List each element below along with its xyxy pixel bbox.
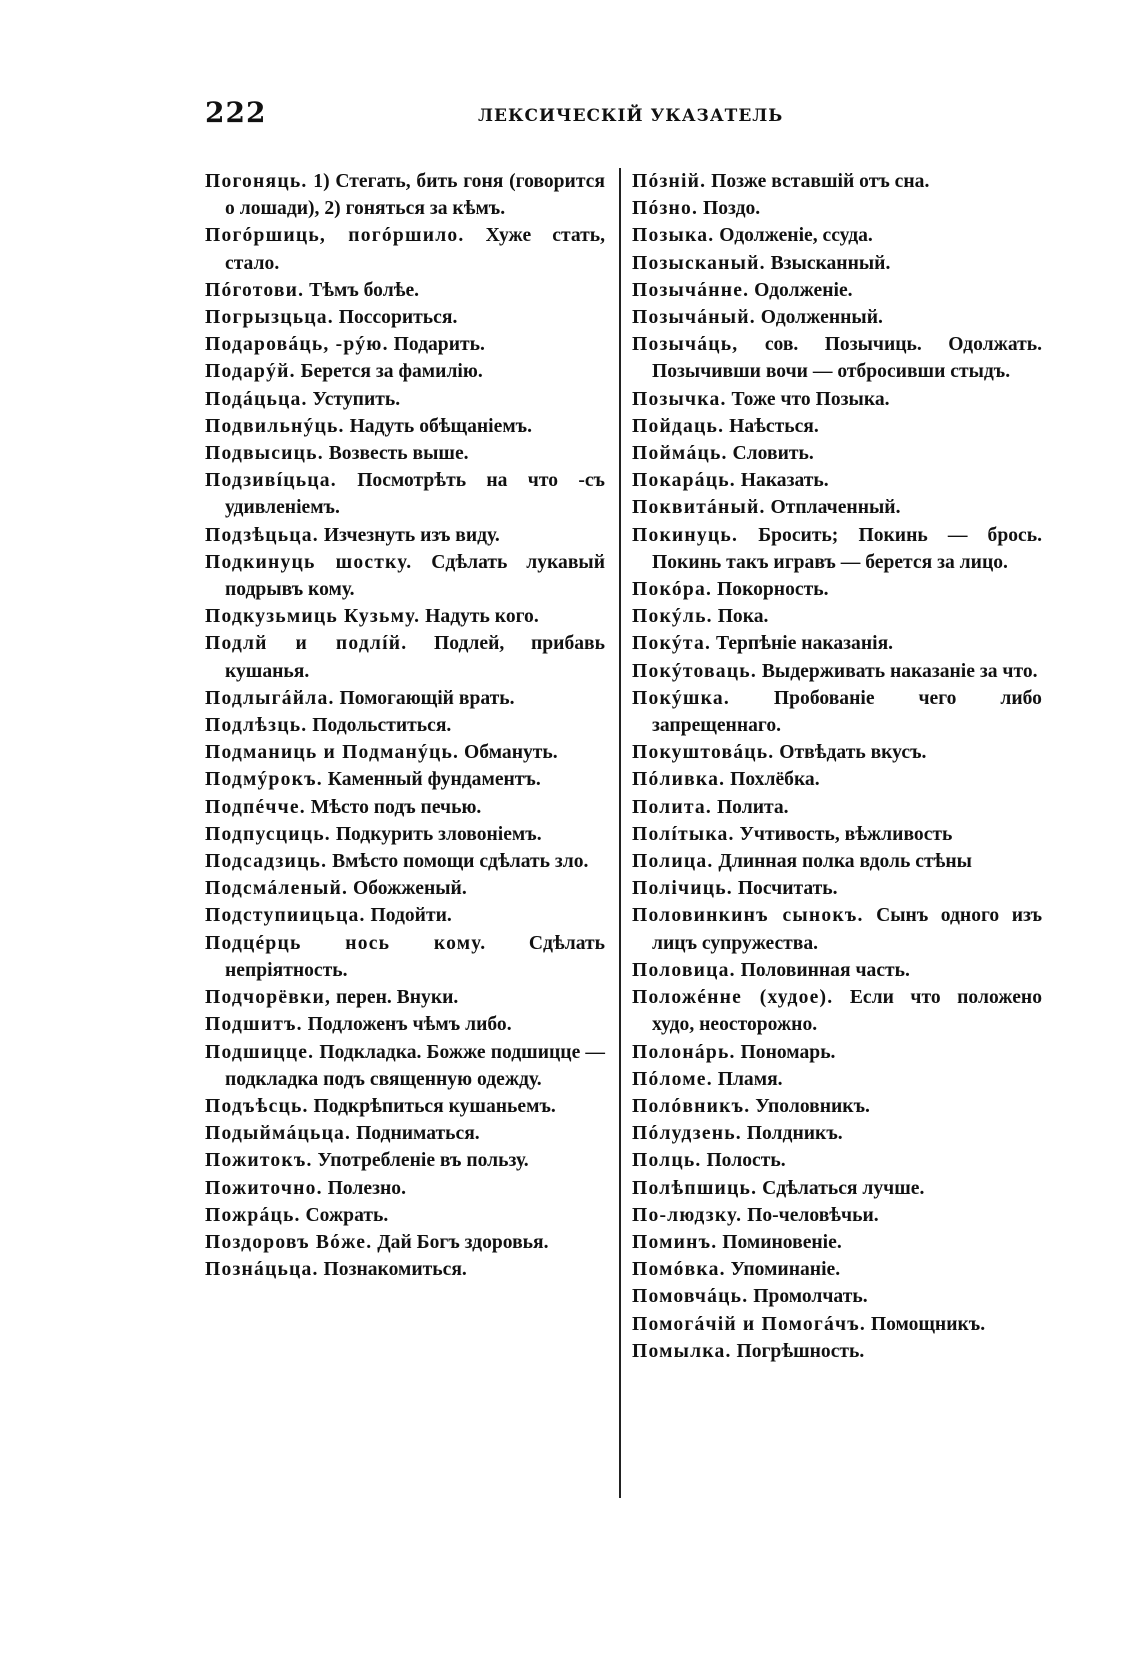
entry-headword: Подвысиць. bbox=[205, 443, 324, 465]
entry-gloss: Одолженіе, ссуда. bbox=[719, 225, 873, 247]
dictionary-entry bbox=[205, 603, 605, 630]
dictionary-entry bbox=[632, 1066, 1042, 1093]
entry-headword: Позычáць, bbox=[632, 334, 739, 356]
dictionary-entry bbox=[632, 1283, 1042, 1310]
entry-gloss: Отплаченный. bbox=[770, 497, 901, 519]
entry-gloss: Полдникъ. bbox=[746, 1123, 843, 1145]
entry-headword: Покинуць. bbox=[632, 524, 739, 546]
entry-headword: Покýшка. bbox=[632, 687, 730, 709]
entry-headword: Поминъ. bbox=[632, 1231, 718, 1253]
entry-headword: Подарýй. bbox=[205, 361, 296, 383]
entry-headword: Погóршиць, погóршило. bbox=[205, 225, 465, 247]
entry-headword: Полóвникъ. bbox=[632, 1095, 751, 1117]
entry-headword: Подсадзиць. bbox=[205, 851, 328, 873]
entry-gloss: Сдѣлаться лучше. bbox=[762, 1177, 925, 1199]
entry-gloss: Надуть обѣщаніемъ. bbox=[349, 415, 532, 437]
entry-gloss: Выдерживать наказаніе за что. bbox=[761, 660, 1038, 682]
dictionary-entry bbox=[632, 603, 1042, 630]
entry-gloss: Тѣмъ болѣе. bbox=[309, 279, 420, 301]
entry-gloss: Подниматься. bbox=[356, 1123, 480, 1145]
entry-headword: Покýтоваць. bbox=[632, 660, 757, 682]
entry-headword: По-людзку. bbox=[632, 1204, 743, 1226]
dictionary-entry bbox=[205, 331, 605, 358]
entry-headword: Пожрáць. bbox=[205, 1204, 301, 1226]
entry-headword: Пóготови. bbox=[205, 279, 305, 301]
entry-gloss: Длинная полка вдоль стѣны bbox=[718, 851, 972, 873]
entry-headword: Погрызцьца. bbox=[205, 307, 334, 329]
entry-gloss: Обожженый. bbox=[353, 878, 467, 900]
dictionary-entry bbox=[205, 630, 605, 684]
entry-gloss: Посмотрѣть на что -съ удивленіемъ. bbox=[225, 470, 605, 519]
entry-gloss: Подольститься. bbox=[312, 715, 452, 737]
page-header bbox=[205, 96, 965, 136]
entry-headword: Подаровáць, -рýю. bbox=[205, 334, 389, 356]
dictionary-entry bbox=[205, 930, 605, 984]
entry-headword: Полѣпшиць. bbox=[632, 1177, 758, 1199]
entry-gloss: Помощникъ. bbox=[870, 1313, 986, 1335]
dictionary-entry bbox=[205, 848, 605, 875]
entry-headword: Погоняць. bbox=[205, 171, 308, 192]
entry-gloss: Терпѣніе наказанія. bbox=[716, 633, 894, 655]
entry-headword: Покýта. bbox=[632, 633, 712, 655]
dictionary-entry bbox=[632, 277, 1042, 304]
entry-gloss: Поссориться. bbox=[338, 307, 458, 329]
entry-headword: Подпусциць. bbox=[205, 823, 331, 845]
entry-gloss: Упоминаніе. bbox=[730, 1259, 841, 1281]
entry-gloss: Погрѣшность. bbox=[736, 1340, 865, 1362]
entry-headword: Полічиць. bbox=[632, 878, 733, 900]
entry-gloss: перен. Внуки. bbox=[336, 987, 459, 1009]
dictionary-entry bbox=[205, 1093, 605, 1120]
entry-gloss: Наказать. bbox=[740, 470, 829, 492]
dictionary-entry bbox=[632, 1039, 1042, 1066]
entry-headword: Подлй и подлíй. bbox=[205, 633, 408, 655]
entry-headword: Половица. bbox=[632, 959, 736, 981]
dictionary-entry bbox=[632, 1093, 1042, 1120]
running-title: ЛЕКСИЧЕСКІЙ УКАЗАТЕЛЬ bbox=[478, 106, 784, 126]
dictionary-entry bbox=[632, 821, 1042, 848]
entry-gloss: Вмѣсто помощи сдѣлать зло. bbox=[332, 851, 589, 873]
entry-gloss: Дай Богъ здоровья. bbox=[377, 1231, 549, 1253]
entry-headword: Половинкинъ сынокъ. bbox=[632, 905, 864, 927]
dictionary-entry bbox=[632, 168, 1042, 195]
entry-gloss: Посчитать. bbox=[737, 878, 838, 900]
dictionary-entry bbox=[205, 1011, 605, 1038]
entry-headword: Подшицце. bbox=[205, 1041, 315, 1063]
dictionary-entry bbox=[632, 222, 1042, 249]
entry-headword: Покарáць. bbox=[632, 470, 736, 492]
entry-gloss: По-человѣчьи. bbox=[747, 1204, 879, 1226]
dictionary-entry bbox=[205, 1256, 605, 1283]
dictionary-entry bbox=[205, 522, 605, 549]
entry-gloss: Сдѣлать лукавый подрывъ кому. bbox=[225, 551, 605, 601]
entry-headword: Подзивíцьца. bbox=[205, 470, 337, 492]
entry-gloss: Берется за фамилію. bbox=[300, 361, 483, 383]
entry-headword: Покýль. bbox=[632, 606, 713, 628]
entry-headword: Подвильнýць. bbox=[205, 415, 345, 437]
dictionary-entry bbox=[205, 739, 605, 766]
dictionary-entry bbox=[205, 1202, 605, 1229]
entry-gloss: Обмануть. bbox=[464, 742, 558, 764]
dictionary-entry bbox=[205, 984, 605, 1011]
dictionary-entry bbox=[205, 875, 605, 902]
entry-headword: Поздоровъ Вóже. bbox=[205, 1231, 373, 1253]
entry-headword: Позычáнне. bbox=[632, 279, 750, 301]
dictionary-entry bbox=[632, 1120, 1042, 1147]
entry-headword: Позыка. bbox=[632, 225, 715, 247]
entry-gloss: Полость. bbox=[706, 1150, 786, 1172]
dictionary-entry bbox=[632, 1256, 1042, 1283]
entry-headword: Подманиць и Подманýць. bbox=[205, 742, 460, 764]
dictionary-entry bbox=[632, 1147, 1042, 1174]
entry-headword: Пóзно. bbox=[632, 198, 699, 220]
entry-gloss: Взысканный. bbox=[770, 252, 891, 274]
entry-gloss: Надуть кого. bbox=[425, 606, 539, 628]
entry-headword: Пойдаць. bbox=[632, 415, 725, 437]
entry-gloss: Поздо. bbox=[703, 198, 761, 220]
entry-gloss: Промолчать. bbox=[753, 1286, 868, 1308]
dictionary-entry bbox=[632, 413, 1042, 440]
column-divider bbox=[619, 168, 621, 1498]
entry-headword: Помóвка. bbox=[632, 1259, 726, 1281]
entry-gloss: Изчезнуть изъ виду. bbox=[323, 524, 500, 546]
dictionary-entry bbox=[205, 1039, 605, 1093]
dictionary-entry bbox=[632, 658, 1042, 685]
entry-headword: Подыймáцьца. bbox=[205, 1123, 352, 1145]
entry-headword: Позычка. bbox=[632, 388, 727, 410]
entry-headword: Познáцьца. bbox=[205, 1259, 319, 1281]
dictionary-entry bbox=[632, 1338, 1042, 1365]
entry-gloss: Уполовникъ. bbox=[755, 1095, 870, 1117]
entry-gloss: Хуже стать, стало. bbox=[225, 225, 605, 274]
entry-headword: Пóлудзень. bbox=[632, 1123, 742, 1145]
dictionary-entry bbox=[632, 875, 1042, 902]
entry-gloss: Полезно. bbox=[327, 1177, 406, 1199]
dictionary-entry bbox=[205, 386, 605, 413]
entry-gloss: Подкрѣпиться кушаньемъ. bbox=[313, 1095, 556, 1117]
entry-gloss: Пробованіе чего либо запрещеннаго. bbox=[652, 687, 1042, 737]
dictionary-entry bbox=[632, 1175, 1042, 1202]
dictionary-entry bbox=[632, 766, 1042, 793]
entry-headword: Положéнне (худое). bbox=[632, 987, 834, 1009]
entry-gloss: Сожрать. bbox=[305, 1204, 389, 1226]
entry-headword: Пожитокъ. bbox=[205, 1150, 313, 1172]
entry-headword: Подлыгáйла. bbox=[205, 687, 335, 709]
dictionary-entry bbox=[205, 902, 605, 929]
entry-headword: Пóзній. bbox=[632, 171, 707, 192]
entry-headword: Поквитáный. bbox=[632, 497, 766, 519]
dictionary-entry bbox=[632, 630, 1042, 657]
dictionary-entry bbox=[632, 848, 1042, 875]
dictionary-entry bbox=[205, 1147, 605, 1174]
dictionary-entry bbox=[205, 168, 605, 222]
entry-gloss: Наѣсться. bbox=[729, 415, 819, 437]
entry-headword: Подчорёвки, bbox=[205, 987, 332, 1009]
entry-gloss: Поминовеніе. bbox=[722, 1231, 842, 1253]
entry-headword: Покóра. bbox=[632, 579, 713, 601]
entry-gloss: Позже вставшій отъ сна. bbox=[711, 171, 930, 192]
entry-headword: Подступиицьца. bbox=[205, 905, 366, 927]
entry-gloss: Тоже что Позыка. bbox=[731, 388, 890, 410]
entry-headword: Полица. bbox=[632, 851, 714, 873]
entry-headword: Подкинуць шостку. bbox=[205, 551, 413, 573]
entry-gloss: сов. Позычиць. Одолжать. Позычивши вочи — отбросивши стыдъ. bbox=[652, 334, 1042, 383]
dictionary-entry bbox=[205, 277, 605, 304]
entry-gloss: Познакомиться. bbox=[323, 1259, 467, 1281]
entry-headword: Подзѣцьца. bbox=[205, 524, 319, 546]
entry-gloss: Употребленіе въ пользу. bbox=[317, 1150, 529, 1172]
entry-gloss: Учтивость, вѣжливость bbox=[739, 823, 953, 845]
dictionary-entry bbox=[632, 522, 1042, 576]
dictionary-entry bbox=[205, 222, 605, 276]
entry-gloss: Подкурить зловоніемъ. bbox=[335, 823, 542, 845]
dictionary-entry bbox=[205, 685, 605, 712]
dictionary-entry bbox=[205, 440, 605, 467]
entry-headword: Подъѣсць. bbox=[205, 1095, 309, 1117]
entry-headword: Помылка. bbox=[632, 1340, 732, 1362]
entry-gloss: Подложенъ чѣмъ либо. bbox=[307, 1014, 512, 1036]
entry-headword: Пóломе. bbox=[632, 1068, 713, 1090]
dictionary-entry bbox=[205, 766, 605, 793]
dictionary-entry bbox=[205, 413, 605, 440]
dictionary-entry bbox=[632, 494, 1042, 521]
entry-gloss: Подойти. bbox=[370, 905, 452, 927]
dictionary-entry bbox=[205, 821, 605, 848]
page-number: 222 bbox=[205, 96, 267, 129]
dictionary-entry bbox=[632, 902, 1042, 956]
entry-headword: Помовчáць. bbox=[632, 1286, 749, 1308]
entry-gloss: Уступить. bbox=[312, 388, 401, 410]
entry-gloss: Сдѣлать непріятность. bbox=[225, 932, 605, 981]
entry-gloss: Полита. bbox=[716, 796, 789, 818]
entry-gloss: Каменный фундаментъ. bbox=[327, 769, 541, 791]
dictionary-entry bbox=[632, 195, 1042, 222]
entry-gloss: Пономарь. bbox=[740, 1041, 836, 1063]
entry-gloss: Словить. bbox=[732, 443, 814, 465]
dictionary-entry bbox=[632, 1202, 1042, 1229]
entry-headword: Позысканый. bbox=[632, 252, 766, 274]
entry-headword: Подшитъ. bbox=[205, 1014, 303, 1036]
dictionary-entry bbox=[632, 1229, 1042, 1256]
dictionary-entry bbox=[632, 440, 1042, 467]
dictionary-entry bbox=[632, 250, 1042, 277]
entry-gloss: Одолженіе. bbox=[754, 279, 853, 301]
entry-gloss: Отвѣдать вкусъ. bbox=[779, 742, 927, 764]
entry-headword: Подпéчче. bbox=[205, 796, 306, 818]
entry-headword: Подлѣзць. bbox=[205, 715, 308, 737]
entry-headword: Подсмáленый. bbox=[205, 878, 349, 900]
dictionary-entry bbox=[205, 304, 605, 331]
dictionary-entry bbox=[205, 1120, 605, 1147]
entry-gloss: Мѣсто подъ печью. bbox=[310, 796, 482, 818]
dictionary-entry bbox=[632, 1311, 1042, 1338]
dictionary-entry bbox=[632, 984, 1042, 1038]
entry-gloss: Пламя. bbox=[717, 1068, 783, 1090]
dictionary-entry bbox=[205, 712, 605, 739]
entry-headword: Полць. bbox=[632, 1150, 702, 1172]
dictionary-entry bbox=[205, 1175, 605, 1202]
entry-headword: Подцéрць нось кому. bbox=[205, 932, 487, 954]
entry-gloss: Возвесть выше. bbox=[328, 443, 469, 465]
entry-headword: Подмýрокъ. bbox=[205, 769, 323, 791]
dictionary-entry bbox=[205, 1229, 605, 1256]
dictionary-entry bbox=[632, 304, 1042, 331]
entry-headword: Полонáрь. bbox=[632, 1041, 736, 1063]
dictionary-entry bbox=[632, 576, 1042, 603]
entry-headword: Подкузьмиць Кузьму. bbox=[205, 606, 421, 628]
entry-gloss: Бросить; Покинь — брось. Покинь такъ игравъ — берется за лицо. bbox=[652, 524, 1042, 573]
entry-gloss: Покорность. bbox=[717, 579, 829, 601]
entry-headword: Полíтыка. bbox=[632, 823, 735, 845]
entry-gloss: Пока. bbox=[717, 606, 769, 628]
entry-headword: Помогáчій и Помогáчъ. bbox=[632, 1313, 866, 1335]
entry-gloss: Одолженный. bbox=[760, 307, 883, 329]
entry-gloss: Половинная часть. bbox=[740, 959, 910, 981]
dictionary-entry bbox=[632, 739, 1042, 766]
entry-gloss: Подлей, прибавь кушанья. bbox=[225, 633, 605, 682]
dictionary-entry bbox=[632, 331, 1042, 385]
dictionary-entry bbox=[632, 386, 1042, 413]
right-column bbox=[632, 168, 1042, 1365]
entry-gloss: 1) Стегать, бить гоня (говорится о лошади), 2) гоняться за кѣмъ. bbox=[225, 171, 605, 220]
entry-headword: Подáцьца. bbox=[205, 388, 308, 410]
entry-headword: Полита. bbox=[632, 796, 713, 818]
entry-gloss: Помогающій врать. bbox=[339, 687, 515, 709]
entry-gloss: Сынъ одного изъ лицъ супружества. bbox=[652, 905, 1042, 954]
entry-gloss: Подарить. bbox=[393, 334, 485, 356]
dictionary-entry bbox=[205, 467, 605, 521]
entry-headword: Покуштовáць. bbox=[632, 742, 775, 764]
entry-gloss: Похлёбка. bbox=[730, 769, 820, 791]
entry-headword: Поймáць. bbox=[632, 443, 728, 465]
entry-gloss: Если что положено худо, неосторожно. bbox=[652, 987, 1042, 1036]
entry-headword: Позычáный. bbox=[632, 307, 756, 329]
dictionary-entry bbox=[632, 794, 1042, 821]
dictionary-entry bbox=[205, 794, 605, 821]
dictionary-entry bbox=[205, 358, 605, 385]
entry-gloss: Подкладка. Божже подшицце — подкладка подъ священную одежду. bbox=[225, 1041, 605, 1090]
dictionary-entry bbox=[205, 549, 605, 603]
entry-headword: Пóливка. bbox=[632, 769, 726, 791]
dictionary-entry bbox=[632, 957, 1042, 984]
left-column bbox=[205, 168, 605, 1283]
dictionary-entry bbox=[632, 467, 1042, 494]
entry-headword: Пожиточно. bbox=[205, 1177, 323, 1199]
dictionary-entry bbox=[632, 685, 1042, 739]
